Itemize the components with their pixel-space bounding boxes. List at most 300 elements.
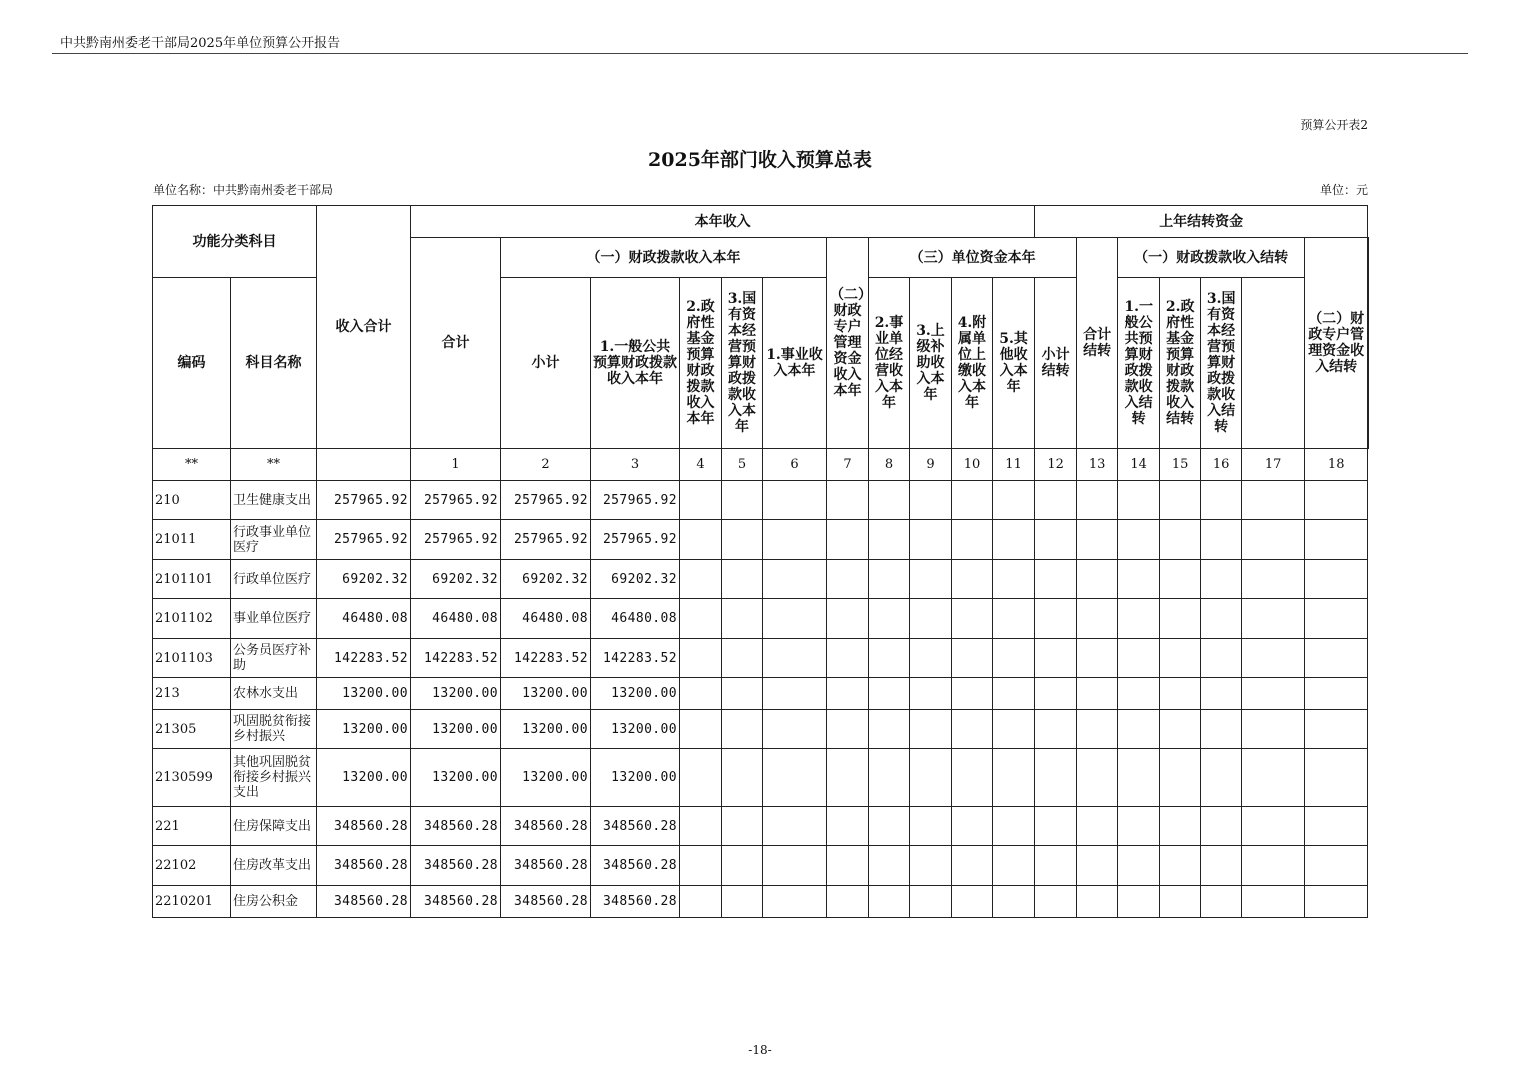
empty-cell	[869, 599, 910, 639]
empty-cell	[1160, 560, 1201, 599]
empty-cell	[722, 807, 763, 846]
empty-cell	[1035, 639, 1077, 678]
empty-cell	[1077, 599, 1118, 639]
empty-cell	[910, 846, 952, 886]
empty-cell	[1118, 520, 1160, 560]
empty-cell	[1035, 710, 1077, 749]
empty-cell	[1305, 481, 1368, 520]
table-row	[153, 678, 1369, 710]
index-cell: 8	[869, 449, 910, 481]
empty-cell	[722, 639, 763, 678]
empty-cell	[910, 599, 952, 639]
table-row	[153, 520, 1369, 560]
empty-cell	[910, 678, 952, 710]
row-current-total: 13200.00	[411, 678, 501, 710]
empty-cell	[680, 749, 722, 807]
empty-cell	[827, 710, 869, 749]
row-current-total: 13200.00	[411, 710, 501, 749]
header-state-capital: 3.国有资本经营预算财政拨款收入本年	[722, 278, 763, 449]
row-general-public: 69202.32	[591, 560, 680, 599]
index-cell: **	[231, 449, 317, 481]
row-fiscal-subtotal: 13200.00	[501, 749, 591, 807]
empty-cell	[910, 639, 952, 678]
empty-cell	[1305, 749, 1368, 807]
empty-cell	[869, 846, 910, 886]
empty-cell	[1077, 807, 1118, 846]
empty-cell	[1035, 481, 1077, 520]
header-unit-funds-current: （三）单位资金本年	[869, 238, 1077, 278]
empty-cell	[1160, 749, 1201, 807]
index-cell: 1	[411, 449, 501, 481]
row-total-income: 46480.08	[317, 599, 411, 639]
header-carry-state: 3.国有资本经营预算财政拨款收入结转	[1201, 278, 1242, 449]
row-code: 21305	[153, 710, 231, 749]
empty-cell	[952, 639, 993, 678]
index-cell: 17	[1242, 449, 1305, 481]
row-code: 2130599	[153, 749, 231, 807]
row-general-public: 348560.28	[591, 886, 680, 918]
row-current-total: 257965.92	[411, 481, 501, 520]
row-total-income: 13200.00	[317, 710, 411, 749]
index-cell: 5	[722, 449, 763, 481]
empty-cell	[763, 520, 827, 560]
row-fiscal-subtotal: 13200.00	[501, 710, 591, 749]
empty-cell	[1160, 599, 1201, 639]
empty-cell	[993, 481, 1035, 520]
row-total-income: 13200.00	[317, 749, 411, 807]
index-cell: 9	[910, 449, 952, 481]
empty-cell	[1118, 846, 1160, 886]
row-fiscal-subtotal: 348560.28	[501, 846, 591, 886]
empty-cell	[827, 886, 869, 918]
empty-cell	[869, 886, 910, 918]
page-header: 中共黔南州委老干部局2025年单位预算公开报告	[60, 36, 341, 51]
empty-cell	[680, 846, 722, 886]
empty-cell	[1201, 807, 1242, 846]
empty-cell	[1160, 520, 1201, 560]
row-total-income: 348560.28	[317, 886, 411, 918]
row-fiscal-subtotal: 348560.28	[501, 886, 591, 918]
header-carry-general: 1.一般公共预算财政拨款收入结转	[1118, 278, 1160, 449]
empty-cell	[1242, 639, 1305, 678]
empty-cell	[1035, 807, 1077, 846]
index-cell: 10	[952, 449, 993, 481]
index-cell: 11	[993, 449, 1035, 481]
header-fiscal-carryover: （一）财政拨款收入结转	[1118, 238, 1305, 278]
header-upper-subsidy: 3.上级补助收入本年	[910, 278, 952, 449]
empty-cell	[1160, 846, 1201, 886]
header-carry-special: （二）财政专户管理资金收入结转	[1305, 238, 1368, 449]
empty-cell	[952, 481, 993, 520]
form-id: 预算公开表2	[1300, 118, 1368, 132]
empty-cell	[1305, 639, 1368, 678]
row-fiscal-subtotal: 257965.92	[501, 520, 591, 560]
row-current-total: 69202.32	[411, 560, 501, 599]
empty-cell	[1201, 749, 1242, 807]
row-general-public: 348560.28	[591, 807, 680, 846]
table-row	[153, 886, 1369, 918]
header-carry-total: 合计结转	[1077, 238, 1118, 449]
row-code: 21011	[153, 520, 231, 560]
empty-cell	[1201, 886, 1242, 918]
empty-cell	[1160, 710, 1201, 749]
empty-cell	[1118, 481, 1160, 520]
empty-cell	[952, 807, 993, 846]
table-row	[153, 599, 1369, 639]
empty-cell	[993, 710, 1035, 749]
row-subject-name: 巩固脱贫衔接乡村振兴	[231, 710, 317, 749]
row-current-total: 46480.08	[411, 599, 501, 639]
empty-cell	[952, 599, 993, 639]
row-code: 213	[153, 678, 231, 710]
empty-cell	[763, 710, 827, 749]
empty-cell	[1160, 886, 1201, 918]
table-row	[153, 807, 1369, 846]
table-row	[153, 846, 1369, 886]
empty-cell	[1242, 710, 1305, 749]
empty-cell	[993, 886, 1035, 918]
index-row	[153, 449, 1369, 481]
empty-cell	[1160, 639, 1201, 678]
empty-cell	[763, 846, 827, 886]
row-code: 210	[153, 481, 231, 520]
header-general-public: 1.一般公共预算财政拨款收入本年	[591, 278, 680, 449]
empty-cell	[722, 710, 763, 749]
empty-cell	[952, 560, 993, 599]
empty-cell	[993, 846, 1035, 886]
empty-cell	[1077, 481, 1118, 520]
empty-cell	[1201, 846, 1242, 886]
empty-cell	[1077, 710, 1118, 749]
empty-cell	[869, 749, 910, 807]
table-row	[153, 639, 1369, 678]
empty-cell	[1118, 886, 1160, 918]
row-general-public: 13200.00	[591, 710, 680, 749]
empty-cell	[1035, 599, 1077, 639]
empty-cell	[1118, 678, 1160, 710]
page-number: -18-	[748, 1043, 772, 1057]
row-subject-name: 行政单位医疗	[231, 560, 317, 599]
empty-cell	[827, 520, 869, 560]
empty-cell	[869, 678, 910, 710]
empty-cell	[1305, 678, 1368, 710]
empty-cell	[1118, 710, 1160, 749]
empty-cell	[1035, 846, 1077, 886]
empty-cell	[722, 678, 763, 710]
row-subject-name: 事业单位医疗	[231, 599, 317, 639]
empty-cell	[869, 807, 910, 846]
index-cell: 4	[680, 449, 722, 481]
empty-cell	[993, 807, 1035, 846]
empty-cell	[763, 639, 827, 678]
empty-cell	[827, 599, 869, 639]
empty-cell	[1118, 560, 1160, 599]
header-func-class: 功能分类科目	[153, 206, 317, 278]
empty-cell	[680, 520, 722, 560]
row-total-income: 348560.28	[317, 807, 411, 846]
empty-cell	[1242, 678, 1305, 710]
empty-cell	[680, 678, 722, 710]
row-general-public: 257965.92	[591, 520, 680, 560]
empty-cell	[1118, 807, 1160, 846]
index-cell: 3	[591, 449, 680, 481]
empty-cell	[1077, 886, 1118, 918]
row-fiscal-subtotal: 348560.28	[501, 807, 591, 846]
empty-cell	[910, 481, 952, 520]
table-body	[153, 449, 1369, 918]
header-affiliated: 4.附属单位上缴收入本年	[952, 278, 993, 449]
empty-cell	[1242, 846, 1305, 886]
empty-cell	[763, 560, 827, 599]
empty-cell	[1305, 807, 1368, 846]
empty-cell	[1160, 678, 1201, 710]
index-cell: 13	[1077, 449, 1118, 481]
empty-cell	[763, 599, 827, 639]
row-current-total: 13200.00	[411, 749, 501, 807]
empty-cell	[910, 886, 952, 918]
empty-cell	[869, 710, 910, 749]
header-subtotal: 小计	[501, 278, 591, 449]
row-total-income: 142283.52	[317, 639, 411, 678]
row-subject-name: 公务员医疗补助	[231, 639, 317, 678]
empty-cell	[1077, 560, 1118, 599]
empty-cell	[827, 678, 869, 710]
index-cell: 7	[827, 449, 869, 481]
row-code: 2101102	[153, 599, 231, 639]
row-fiscal-subtotal: 69202.32	[501, 560, 591, 599]
header-rule	[52, 53, 1468, 54]
empty-cell	[1305, 599, 1368, 639]
row-subject-name: 卫生健康支出	[231, 481, 317, 520]
row-total-income: 257965.92	[317, 520, 411, 560]
empty-cell	[869, 639, 910, 678]
empty-cell	[1201, 520, 1242, 560]
empty-cell	[1201, 639, 1242, 678]
row-total-income: 13200.00	[317, 678, 411, 710]
empty-cell	[1242, 481, 1305, 520]
empty-cell	[722, 599, 763, 639]
empty-cell	[1242, 886, 1305, 918]
empty-cell	[1118, 599, 1160, 639]
empty-cell	[763, 481, 827, 520]
row-fiscal-subtotal: 257965.92	[501, 481, 591, 520]
empty-cell	[722, 846, 763, 886]
empty-cell	[952, 886, 993, 918]
empty-cell	[827, 639, 869, 678]
empty-cell	[1035, 520, 1077, 560]
empty-cell	[1201, 599, 1242, 639]
empty-cell	[680, 807, 722, 846]
empty-cell	[1305, 520, 1368, 560]
empty-cell	[680, 599, 722, 639]
empty-cell	[1201, 481, 1242, 520]
empty-cell	[1077, 749, 1118, 807]
empty-cell	[910, 807, 952, 846]
empty-cell	[1035, 560, 1077, 599]
empty-cell	[1305, 710, 1368, 749]
empty-cell	[910, 520, 952, 560]
row-total-income: 257965.92	[317, 481, 411, 520]
empty-cell	[763, 678, 827, 710]
header-special-mgmt: （二）财政专户管理资金收入本年	[827, 238, 869, 449]
empty-cell	[1201, 560, 1242, 599]
currency-unit: 单位：元	[1319, 183, 1368, 197]
empty-cell	[827, 481, 869, 520]
header-heji: 合计	[411, 238, 501, 449]
empty-cell	[1077, 846, 1118, 886]
row-fiscal-subtotal: 142283.52	[501, 639, 591, 678]
empty-cell	[680, 886, 722, 918]
empty-cell	[1242, 560, 1305, 599]
document-title: 2025年部门收入预算总表	[648, 149, 872, 171]
empty-cell	[827, 846, 869, 886]
empty-cell	[910, 560, 952, 599]
empty-cell	[1077, 639, 1118, 678]
empty-cell	[952, 678, 993, 710]
index-cell: 6	[763, 449, 827, 481]
row-current-total: 142283.52	[411, 639, 501, 678]
empty-cell	[1242, 807, 1305, 846]
header-other-income: 5.其他收入本年	[993, 278, 1035, 449]
header-total-income: 收入合计	[317, 206, 411, 449]
empty-cell	[1305, 886, 1368, 918]
empty-cell	[722, 749, 763, 807]
row-fiscal-subtotal: 13200.00	[501, 678, 591, 710]
row-fiscal-subtotal: 46480.08	[501, 599, 591, 639]
header-current-year-income: 本年收入	[411, 206, 1035, 238]
empty-cell	[993, 560, 1035, 599]
empty-cell	[1242, 520, 1305, 560]
empty-cell	[952, 520, 993, 560]
index-cell	[317, 449, 411, 481]
empty-cell	[952, 710, 993, 749]
row-subject-name: 住房改革支出	[231, 846, 317, 886]
empty-cell	[1077, 520, 1118, 560]
empty-cell	[1305, 846, 1368, 886]
row-general-public: 142283.52	[591, 639, 680, 678]
row-general-public: 257965.92	[591, 481, 680, 520]
table-row	[153, 710, 1369, 749]
row-current-total: 257965.92	[411, 520, 501, 560]
empty-cell	[1242, 749, 1305, 807]
empty-cell	[680, 481, 722, 520]
index-cell: 2	[501, 449, 591, 481]
table-row	[153, 560, 1369, 599]
row-total-income: 69202.32	[317, 560, 411, 599]
index-cell: 18	[1305, 449, 1368, 481]
empty-cell	[869, 520, 910, 560]
header-carryover-funds: 上年结转资金	[1035, 206, 1368, 238]
row-code: 2101103	[153, 639, 231, 678]
empty-cell	[993, 520, 1035, 560]
empty-cell	[763, 886, 827, 918]
row-current-total: 348560.28	[411, 846, 501, 886]
row-subject-name: 住房公积金	[231, 886, 317, 918]
table-row	[153, 749, 1369, 807]
empty-cell	[827, 749, 869, 807]
header-code: 编码	[153, 278, 231, 449]
header-carry-unit	[1368, 238, 1369, 449]
empty-cell	[1035, 678, 1077, 710]
empty-cell	[827, 560, 869, 599]
income-budget-table	[152, 205, 1369, 918]
empty-cell	[1160, 481, 1201, 520]
empty-cell	[993, 678, 1035, 710]
row-subject-name: 其他巩固脱贫衔接乡村振兴支出	[231, 749, 317, 807]
empty-cell	[680, 710, 722, 749]
index-cell: 15	[1160, 449, 1201, 481]
row-general-public: 348560.28	[591, 846, 680, 886]
header-subject-name: 科目名称	[231, 278, 317, 449]
row-code: 221	[153, 807, 231, 846]
table-row	[153, 481, 1369, 520]
empty-cell	[722, 560, 763, 599]
empty-cell	[1305, 560, 1368, 599]
header-carry-subtotal: 小计结转	[1035, 278, 1077, 449]
header-gov-fund: 2.政府性基金预算财政拨款收入本年	[680, 278, 722, 449]
empty-cell	[869, 481, 910, 520]
unit-name: 单位名称：中共黔南州委老干部局	[153, 183, 334, 197]
empty-cell	[1201, 678, 1242, 710]
empty-cell	[763, 807, 827, 846]
empty-cell	[910, 710, 952, 749]
empty-cell	[1035, 886, 1077, 918]
header-biz-op-income: 2.事业单位经营收入本年	[869, 278, 910, 449]
row-total-income: 348560.28	[317, 846, 411, 886]
row-subject-name: 农林水支出	[231, 678, 317, 710]
row-general-public: 13200.00	[591, 749, 680, 807]
empty-cell	[869, 560, 910, 599]
row-current-total: 348560.28	[411, 886, 501, 918]
index-cell: 12	[1035, 449, 1077, 481]
index-cell: 16	[1201, 449, 1242, 481]
row-general-public: 46480.08	[591, 599, 680, 639]
empty-cell	[680, 639, 722, 678]
row-subject-name: 行政事业单位医疗	[231, 520, 317, 560]
empty-cell	[1160, 807, 1201, 846]
empty-cell	[827, 807, 869, 846]
empty-cell	[1077, 678, 1118, 710]
header-fiscal-current: （一）财政拨款收入本年	[501, 238, 827, 278]
row-code: 2101101	[153, 560, 231, 599]
empty-cell	[1242, 599, 1305, 639]
empty-cell	[910, 749, 952, 807]
empty-cell	[952, 749, 993, 807]
empty-cell	[1118, 639, 1160, 678]
empty-cell	[993, 639, 1035, 678]
empty-cell	[763, 749, 827, 807]
index-cell: **	[153, 449, 231, 481]
empty-cell	[1118, 749, 1160, 807]
empty-cell	[1201, 710, 1242, 749]
empty-cell	[722, 520, 763, 560]
empty-cell	[952, 846, 993, 886]
index-cell: 14	[1118, 449, 1160, 481]
header-carry-gov-fund: 2.政府性基金预算财政拨款收入结转	[1160, 278, 1201, 449]
row-subject-name: 住房保障支出	[231, 807, 317, 846]
row-code: 2210201	[153, 886, 231, 918]
row-general-public: 13200.00	[591, 678, 680, 710]
header-biz-income: 1.事业收入本年	[763, 278, 827, 449]
empty-cell	[1035, 749, 1077, 807]
empty-cell	[993, 599, 1035, 639]
empty-cell	[722, 886, 763, 918]
row-current-total: 348560.28	[411, 807, 501, 846]
row-code: 22102	[153, 846, 231, 886]
empty-cell	[993, 749, 1035, 807]
empty-cell	[680, 560, 722, 599]
empty-cell	[722, 481, 763, 520]
